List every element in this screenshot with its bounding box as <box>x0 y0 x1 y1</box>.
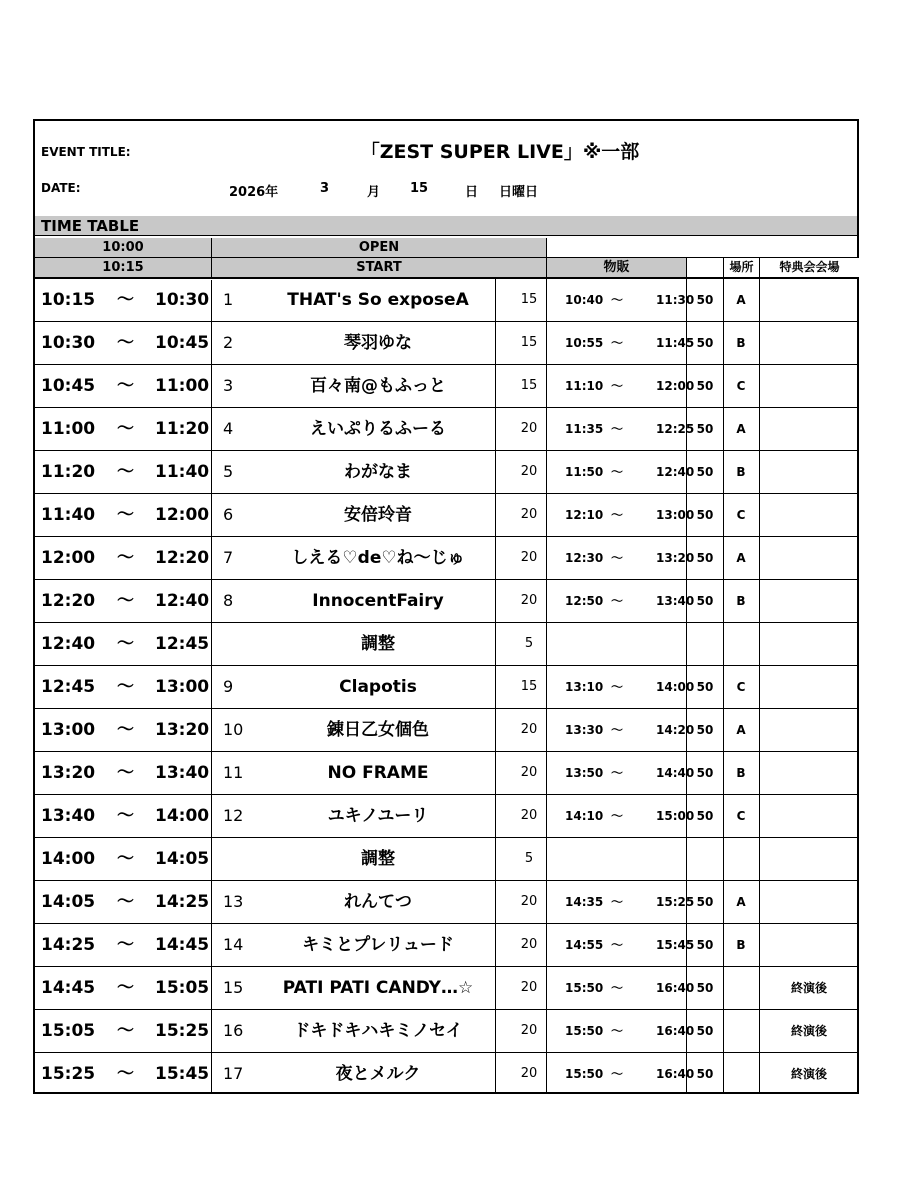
row-goods-end: 13:40 <box>656 594 695 608</box>
date-year: 2026年 <box>229 185 279 200</box>
row-goods-count: 50 <box>696 766 714 780</box>
row-end-time: 10:45 <box>155 333 210 353</box>
row-start-time: 11:00 <box>41 419 96 439</box>
row-end-time: 12:40 <box>155 591 210 611</box>
row-number: 8 <box>223 591 234 610</box>
row-goods-end: 16:40 <box>656 1024 695 1038</box>
row-end-time: 11:20 <box>155 419 210 439</box>
row-venue <box>759 408 859 450</box>
row-duration: 15 <box>520 679 538 694</box>
row-venue: 終演後 <box>790 981 827 995</box>
row-goods-count: 50 <box>696 1024 714 1038</box>
row-place <box>723 1053 759 1095</box>
row-goods-count: 50 <box>696 594 714 608</box>
row-number: 9 <box>223 677 234 696</box>
row-number: 17 <box>223 1064 244 1083</box>
row-venue <box>759 279 859 321</box>
row-duration: 20 <box>520 421 538 436</box>
goods-label: 物販 <box>547 258 686 277</box>
row-place: C <box>736 809 746 823</box>
row-goods-end: 11:30 <box>656 293 695 307</box>
row-number: 10 <box>223 720 244 739</box>
row-start-time: 12:45 <box>41 677 96 697</box>
row-place: B <box>736 766 746 780</box>
table-row <box>35 408 857 451</box>
table-row <box>35 322 857 365</box>
row-end-time: 10:30 <box>155 290 210 310</box>
row-venue <box>759 322 859 364</box>
row-artist-name: PATI PATI CANDY…☆ <box>282 978 474 998</box>
row-start-time: 12:00 <box>41 548 96 568</box>
row-start-time: 10:15 <box>41 290 96 310</box>
row-end-time: 11:00 <box>155 376 210 396</box>
row-goods-tilde: ～ <box>611 809 624 823</box>
table-row <box>35 752 857 795</box>
row-goods-end: 15:25 <box>656 895 695 909</box>
row-place <box>723 967 759 1009</box>
row-place: C <box>736 508 746 522</box>
row-goods-count: 50 <box>696 465 714 479</box>
row-artist-name: 錬日乙女個色 <box>327 720 429 740</box>
row-tilde: ～ <box>117 290 134 310</box>
row-number: 13 <box>223 892 244 911</box>
row-goods-start: 11:35 <box>565 422 604 436</box>
row-tilde: ～ <box>117 591 134 611</box>
row-goods-end: 13:00 <box>656 508 695 522</box>
row-goods-end: 14:40 <box>656 766 695 780</box>
row-start-time: 10:30 <box>41 333 96 353</box>
row-place: A <box>736 895 746 909</box>
row-goods-start: 14:10 <box>565 809 604 823</box>
row-venue <box>759 451 859 493</box>
row-number: 15 <box>223 978 244 997</box>
row-goods-tilde: ～ <box>611 938 624 952</box>
row-duration: 15 <box>520 335 538 350</box>
row-tilde: ～ <box>117 1064 134 1084</box>
row-place: A <box>736 293 746 307</box>
table-row <box>35 537 857 580</box>
row-start-time: 14:25 <box>41 935 96 955</box>
row-goods-end: 15:45 <box>656 938 695 952</box>
row-artist-name: 調整 <box>361 634 395 654</box>
row-duration: 20 <box>520 808 538 823</box>
row-goods-end: 12:40 <box>656 465 695 479</box>
row-end-time: 14:45 <box>155 935 210 955</box>
row-goods-count: 50 <box>696 422 714 436</box>
row-artist-name: InnocentFairy <box>312 591 444 611</box>
row-artist-name: わがなま <box>344 462 412 482</box>
row-duration: 20 <box>520 507 538 522</box>
row-artist-name: キミとプレリュード <box>302 935 454 955</box>
row-artist-name: 安倍玲音 <box>344 505 412 525</box>
row-goods-count <box>687 838 723 880</box>
row-end-time: 14:05 <box>155 849 210 869</box>
row-duration: 20 <box>520 1066 538 1081</box>
table-row <box>35 580 857 623</box>
row-number: 14 <box>223 935 244 954</box>
row-goods-end: 12:00 <box>656 379 695 393</box>
event-title-label: EVENT TITLE: <box>41 145 131 159</box>
row-venue <box>759 752 859 794</box>
goods-count-header <box>687 258 723 277</box>
row-artist-name: ユキノユーリ <box>327 806 429 826</box>
row-start-time: 12:20 <box>41 591 96 611</box>
table-row <box>35 967 857 1010</box>
row-start-time: 12:40 <box>41 634 96 654</box>
table-row <box>35 924 857 967</box>
row-artist-name: れんてつ <box>344 892 412 912</box>
row-tilde: ～ <box>117 505 134 525</box>
table-row <box>35 666 857 709</box>
row-start-time: 15:25 <box>41 1064 96 1084</box>
row-goods-start: 10:55 <box>565 336 604 350</box>
row-goods-tilde: ～ <box>611 293 624 307</box>
start-time: 10:15 <box>35 258 211 277</box>
row-artist-name: Clapotis <box>339 677 417 697</box>
timetable-label: TIME TABLE <box>35 216 857 236</box>
row-place: C <box>736 680 746 694</box>
row-artist-name: NO FRAME <box>327 763 429 783</box>
row-duration: 20 <box>520 894 538 909</box>
row-end-time: 14:00 <box>155 806 210 826</box>
row-venue <box>759 623 859 665</box>
open-row <box>35 238 857 258</box>
row-duration: 15 <box>520 378 538 393</box>
row-place: A <box>736 422 746 436</box>
row-goods-end: 11:45 <box>656 336 695 350</box>
row-tilde: ～ <box>117 849 134 869</box>
row-end-time: 15:25 <box>155 1021 210 1041</box>
row-goods-start: 11:50 <box>565 465 604 479</box>
row-goods-end: 14:20 <box>656 723 695 737</box>
row-place <box>723 623 759 665</box>
row-number: 16 <box>223 1021 244 1040</box>
row-goods-tilde: ～ <box>611 895 624 909</box>
row-number: 1 <box>223 290 234 309</box>
row-goods-tilde: ～ <box>611 680 624 694</box>
row-place: B <box>736 594 746 608</box>
row-goods-count: 50 <box>696 1067 714 1081</box>
row-goods-start: 13:50 <box>565 766 604 780</box>
row-duration: 20 <box>520 980 538 995</box>
row-start-time: 13:20 <box>41 763 96 783</box>
row-goods-count: 50 <box>696 938 714 952</box>
row-goods-count: 50 <box>696 895 714 909</box>
row-tilde: ～ <box>117 419 134 439</box>
date-month-char: 月 <box>367 185 381 200</box>
row-start-time: 13:00 <box>41 720 96 740</box>
row-venue <box>759 537 859 579</box>
row-end-time: 12:00 <box>155 505 210 525</box>
row-end-time: 11:40 <box>155 462 210 482</box>
row-goods-count: 50 <box>696 723 714 737</box>
row-number: 6 <box>223 505 234 524</box>
row-start-time: 14:00 <box>41 849 96 869</box>
row-end-time: 13:40 <box>155 763 210 783</box>
row-number: 5 <box>223 462 234 481</box>
row-tilde: ～ <box>117 806 134 826</box>
row-place: B <box>736 938 746 952</box>
row-goods-start: 15:50 <box>565 981 604 995</box>
row-tilde: ～ <box>117 462 134 482</box>
date-day-char: 日 <box>465 185 479 200</box>
table-row <box>35 709 857 752</box>
row-goods-start: 13:30 <box>565 723 604 737</box>
row-goods-end: 14:00 <box>656 680 695 694</box>
row-artist-name: 琴羽ゆな <box>344 333 412 353</box>
row-artist-name: しえる♡de♡ね～じゅ <box>291 548 465 568</box>
row-tilde: ～ <box>117 720 134 740</box>
row-number: 11 <box>223 763 244 782</box>
table-row <box>35 365 857 408</box>
row-place: A <box>736 551 746 565</box>
open-label: OPEN <box>212 238 546 257</box>
row-tilde: ～ <box>117 677 134 697</box>
row-venue <box>759 795 859 837</box>
row-duration: 5 <box>524 636 534 651</box>
row-goods-tilde: ～ <box>611 508 624 522</box>
row-goods-tilde: ～ <box>611 379 624 393</box>
table-row <box>35 623 857 666</box>
row-tilde: ～ <box>117 892 134 912</box>
row-goods-start: 12:50 <box>565 594 604 608</box>
row-artist-name: 百々南@もふっと <box>310 376 446 396</box>
place-label: 場所 <box>724 258 759 277</box>
row-goods-start: 14:35 <box>565 895 604 909</box>
row-tilde: ～ <box>117 1021 134 1041</box>
row-place: C <box>736 379 746 393</box>
row-goods-start: 15:50 <box>565 1067 604 1081</box>
event-header <box>35 121 857 218</box>
row-duration: 20 <box>520 937 538 952</box>
row-goods-count: 50 <box>696 551 714 565</box>
row-end-time: 15:05 <box>155 978 210 998</box>
row-goods-tilde: ～ <box>611 422 624 436</box>
row-goods-tilde: ～ <box>611 551 624 565</box>
row-goods-end: 16:40 <box>656 1067 695 1081</box>
row-tilde: ～ <box>117 978 134 998</box>
date-month: 3 <box>320 181 330 196</box>
table-row <box>35 451 857 494</box>
row-goods-end: 13:20 <box>656 551 695 565</box>
row-goods-tilde: ～ <box>611 336 624 350</box>
row-goods-count: 50 <box>696 293 714 307</box>
table-row <box>35 1010 857 1053</box>
row-venue <box>759 580 859 622</box>
row-number: 4 <box>223 419 234 438</box>
row-place: A <box>736 723 746 737</box>
row-end-time: 12:45 <box>155 634 210 654</box>
row-goods-start: 10:40 <box>565 293 604 307</box>
row-goods-start: 12:30 <box>565 551 604 565</box>
row-start-time: 14:45 <box>41 978 96 998</box>
row-goods-tilde: ～ <box>611 981 624 995</box>
row-goods-start: 13:10 <box>565 680 604 694</box>
row-start-time: 13:40 <box>41 806 96 826</box>
row-goods-count: 50 <box>696 809 714 823</box>
row-place: B <box>736 465 746 479</box>
row-end-time: 14:25 <box>155 892 210 912</box>
row-duration: 20 <box>520 722 538 737</box>
row-goods-count: 50 <box>696 336 714 350</box>
row-duration: 20 <box>520 593 538 608</box>
row-goods-tilde: ～ <box>611 594 624 608</box>
row-place <box>723 838 759 880</box>
row-goods-tilde: ～ <box>611 766 624 780</box>
row-tilde: ～ <box>117 935 134 955</box>
row-end-time: 12:20 <box>155 548 210 568</box>
row-goods-count: 50 <box>696 379 714 393</box>
row-goods-count: 50 <box>696 981 714 995</box>
date-day: 15 <box>410 181 429 196</box>
row-start-time: 14:05 <box>41 892 96 912</box>
start-row <box>35 258 857 279</box>
row-start-time: 11:20 <box>41 462 96 482</box>
table-row <box>35 881 857 924</box>
row-number: 12 <box>223 806 244 825</box>
row-number: 2 <box>223 333 234 352</box>
row-goods-count: 50 <box>696 680 714 694</box>
row-tilde: ～ <box>117 376 134 396</box>
row-venue: 終演後 <box>790 1024 827 1038</box>
row-start-time: 11:40 <box>41 505 96 525</box>
row-goods-start: 14:55 <box>565 938 604 952</box>
row-goods-tilde: ～ <box>611 723 624 737</box>
row-goods-end: 16:40 <box>656 981 695 995</box>
row-place: B <box>736 336 746 350</box>
table-row <box>35 795 857 838</box>
row-tilde: ～ <box>117 333 134 353</box>
row-tilde: ～ <box>117 548 134 568</box>
row-goods-count <box>687 623 723 665</box>
timetable-sheet <box>33 119 859 1094</box>
start-label: START <box>212 258 546 277</box>
row-duration: 15 <box>520 292 538 307</box>
row-goods-start: 12:10 <box>565 508 604 522</box>
row-tilde: ～ <box>117 763 134 783</box>
row-goods-start: 11:10 <box>565 379 604 393</box>
row-start-time: 15:05 <box>41 1021 96 1041</box>
row-venue <box>759 924 859 966</box>
row-duration: 20 <box>520 765 538 780</box>
row-venue <box>759 494 859 536</box>
row-venue <box>759 838 859 880</box>
row-tilde: ～ <box>117 634 134 654</box>
row-end-time: 15:45 <box>155 1064 210 1084</box>
row-duration: 20 <box>520 1023 538 1038</box>
row-goods-tilde: ～ <box>611 465 624 479</box>
row-goods-count: 50 <box>696 508 714 522</box>
row-venue: 終演後 <box>790 1067 827 1081</box>
row-duration: 20 <box>520 464 538 479</box>
open-time: 10:00 <box>35 238 211 257</box>
row-artist-name: 調整 <box>361 849 395 869</box>
row-venue <box>759 709 859 751</box>
table-row <box>35 1053 857 1095</box>
row-goods-start: 15:50 <box>565 1024 604 1038</box>
row-venue <box>759 666 859 708</box>
row-place <box>723 1010 759 1052</box>
table-row <box>35 279 857 322</box>
row-goods-tilde: ～ <box>611 1024 624 1038</box>
row-artist-name: えいぷりるふーる <box>310 419 446 439</box>
row-goods-end: 15:00 <box>656 809 695 823</box>
row-venue <box>759 365 859 407</box>
row-number: 7 <box>223 548 234 567</box>
row-artist-name: THAT's So exposeA <box>287 290 469 310</box>
table-row <box>35 494 857 537</box>
row-end-time: 13:00 <box>155 677 210 697</box>
row-end-time: 13:20 <box>155 720 210 740</box>
row-goods-tilde: ～ <box>611 1067 624 1081</box>
row-goods-end: 12:25 <box>656 422 695 436</box>
venue-label: 特典会会場 <box>760 258 859 277</box>
row-start-time: 10:45 <box>41 376 96 396</box>
date-weekday: 日曜日 <box>499 185 539 200</box>
table-row <box>35 838 857 881</box>
row-artist-name: 夜とメルク <box>335 1064 421 1084</box>
row-number: 3 <box>223 376 234 395</box>
row-artist-name: ドキドキハキミノセイ <box>293 1021 463 1041</box>
date-label: DATE: <box>41 181 81 195</box>
row-duration: 5 <box>524 851 534 866</box>
event-title: 「ZEST SUPER LIVE」※一部 <box>360 141 640 163</box>
row-duration: 20 <box>520 550 538 565</box>
row-venue <box>759 881 859 923</box>
